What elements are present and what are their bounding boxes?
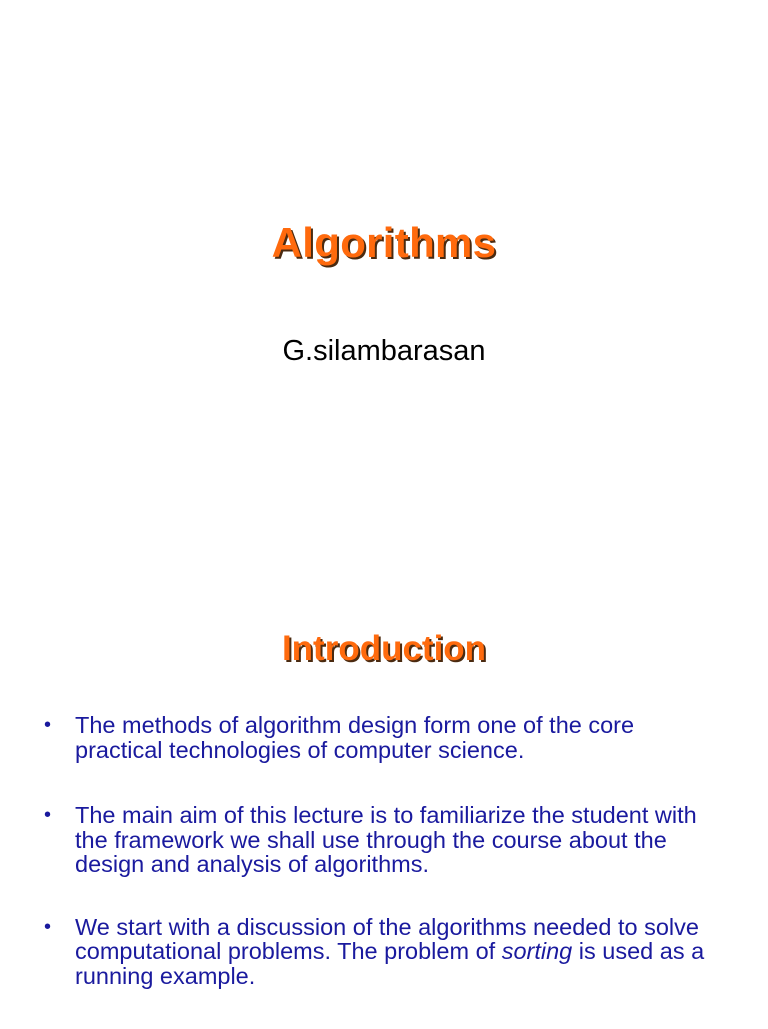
- bullet-text-after: is used as a running example.: [75, 938, 705, 989]
- title-slide: [0, 0, 768, 512]
- bullet-list: [0, 713, 768, 1029]
- emphasis-term: sorting: [501, 938, 573, 964]
- slide-title: Algorithms: [271, 219, 497, 266]
- bullet-item: [0, 915, 768, 989]
- bullet-icon: •: [44, 714, 52, 736]
- slide-heading: Introduction: [281, 629, 487, 668]
- bullet-item: [0, 803, 768, 877]
- bullet-text-before: We start with a discussion of the algorithms needed to solve computational problems. The problem of: [75, 913, 699, 964]
- bullet-text: [75, 914, 704, 989]
- bullet-text: The methods of algorithm design form one of the core practical technologies of computer science.: [75, 712, 635, 763]
- author-subtitle: G.silambarasan: [282, 335, 486, 367]
- bullet-item: [0, 713, 768, 762]
- introduction-slide: [0, 512, 768, 1024]
- bullet-icon: •: [44, 804, 52, 826]
- bullet-text: The main aim of this lecture is to familiarize the student with the framework we shall use through the course about the design and analysis of algorithms.: [75, 802, 697, 877]
- bullet-icon: •: [44, 915, 52, 938]
